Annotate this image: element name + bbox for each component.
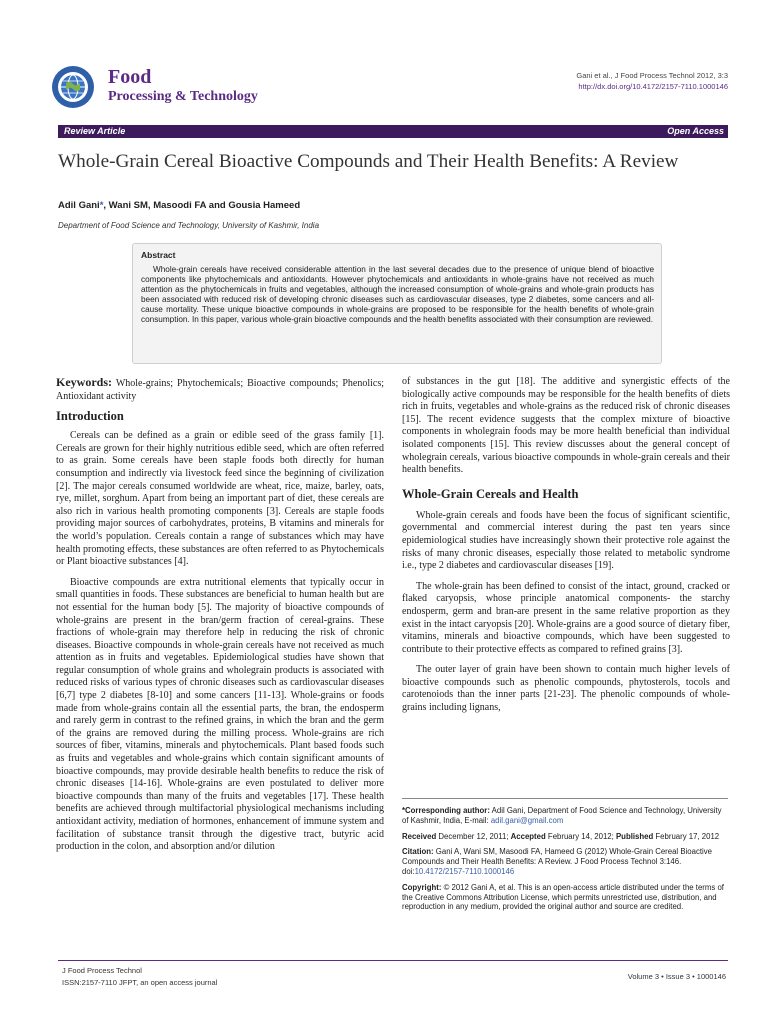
right-column: [402, 376, 730, 723]
corr-label: *Corresponding author:: [402, 806, 490, 815]
citation-doi-link[interactable]: 10.4172/2157-7110.1000146: [414, 866, 515, 876]
citation-label: Citation:: [402, 847, 434, 857]
keywords-text: Whole-grains; Phytochemicals; Bioactive compounds; Phenolics; Antioxidant activity: [56, 378, 384, 402]
footer-divider: [58, 960, 728, 961]
corr-text: Adil Gani, Department of Food Science and Technology, University of Kashmir, India, E-mail:: [402, 806, 722, 825]
copyright-label: Copyright:: [402, 882, 442, 892]
section-heading-whole-grain-health: Whole-Grain Cereals and Health: [402, 486, 579, 501]
paragraph: Bioactive compounds are extra nutritional elements that typically occur in small quantities in foods. These substances are beneficial to human health but are not essential for the human body [5]. The majority of bioactive compounds of whole-grains are present in the bran/germ fraction of cereal-grains. These fractions of whole-grain may therefore help in reducing the risk of chronic diseases. Bioactive compounds in whole-grain cereals have not received as much attention as in fruits and vegetables. Epidemiological studies have shown that regular consumption of whole grains and wholegrain products is associated with reduced risks of various types of chronic diseases such as cardiovascular diseases [6,7] type 2 diabetes [8-10] and some cancers [11-13]. Whole-grains or foods made from whole-grains contain all the essential parts, the bran, the endosperm and rarely germ in contrast to the refined grains, in which the bran and the germ of the grains are removed during the milling process. Whole-grains are rich sources of fiber, vitamins, minerals and phytochemicals. Plant based foods such as fruits and vegetables and whole-grains which contain significant amounts of bioactive compounds, may provide desirable health benefits to reduce the risk of chronic diseases [14-16]. Whole-grains are even postulated to deliver more bioactive compounds than many of the fruits and vegetables [17]. These health benefits are achieved through multifactorial physiological mechanisms including antioxidant activity, mediation of hormones, enhancement of immune system and facilitation of substance transit through the digestive tract, butyric acid production in the colon, and absorption and/or dilution: [56, 576, 384, 853]
journal-name: Food: [108, 66, 152, 88]
received-date: December 12, 2011;: [436, 831, 511, 841]
corresponding-author: [402, 806, 728, 826]
corresponding-marker[interactable]: *: [99, 200, 104, 211]
paragraph: Cereals can be defined as a grain or edible seed of the grass family [1]. Cereals are grown for their highly nutritious edible seed, which are often referred to as grain. Some cereals have been staple foods both directly for human consumption and indirectly via livestock feed since the beginning of civilization [2]. The major cereals consumed worldwide are wheat, rice, maize, barley, oats, rye, millet, sorghum. Apart from being an important part of diet, these cereals are also rich in various health promoting components [3]. Cereals are staple foods providing major sources of carbohydrates, proteins, B vitamins and minerals for the world’s population. Cereals contain a range of substances which may have health promoting effects, these substances are often referred to as Phytochemicals or Plant bioactive substances [4].: [56, 430, 384, 568]
published-date: February 17, 2012: [653, 831, 720, 841]
keywords: [56, 376, 384, 403]
section-heading-introduction: Introduction: [56, 409, 124, 424]
article-title: Whole-Grain Cereal Bioactive Compounds and Their Health Benefits: A Review: [58, 151, 679, 172]
journal-subtitle: Processing & Technology: [108, 89, 258, 104]
header-citation: Gani et al., J Food Process Technol 2012, 3:3: [576, 71, 728, 80]
abstract-text: Whole-grain cereals have received considerable attention in the last several decades due to the presence of unique blend of bioactive components like phytochemicals and antioxidants. However phytochemicals and antioxidants in whole-grains have not received as much attention as the phytochemicals in fruits and vegetables, although the increased consumption of whole-grains and whole-grain products has been associated with reduced risk of developing chronic diseases such as cardiovascular diseases, type 2 diabetes, some cancers and all-cause mortality. These unique bioactive compounds in whole-grains are proposed to be responsible for the health benefits of whole-grain consumption. In this paper, various whole-grain bioactive compounds and the health benefits associated with their consumption are reviewed.: [141, 265, 654, 325]
author-list: [58, 200, 300, 211]
paragraph: of substances in the gut [18]. The additive and synergistic effects of the biologically active compounds may be responsible for the health benefits of diets rich in fruits, vegetables and whole-grains as the reduced risk of chronic diseases [15]. The recent evidence suggests that the complex mixture of bioactive components in wholegrain foods may be more health beneficial than individual isolated components [15]. This review discusses about the general concept of wholegrain cereals, various bioactive compounds in whole-grain cereals and their health benefits.: [402, 376, 730, 476]
keywords-label: Keywords:: [56, 375, 112, 389]
left-column: [56, 376, 384, 862]
paragraph: Whole-grain cereals and foods have been the focus of significant scientific, governmental and commercial interest during the past ten years since epidemiological studies have increasingly shown their protective role against the risks of many chronic diseases, especially those related to metabolic syndrome i.e., type 2 diabetes and cardiovascular diseases [19].: [402, 509, 730, 572]
affiliation: Department of Food Science and Technology, University of Kashmir, India: [58, 221, 320, 230]
accepted-label: Accepted: [510, 831, 546, 841]
paragraph: The whole-grain has been defined to consist of the intact, ground, cracked or flaked caryopsis, whose principle anatomical components- the starchy endosperm, germ and bran-are present in the same relative proportion as they exist in the intact caryopsis [20]. Whole-grains are a good source of dietary fiber, vitamins, minerals and bioactive compounds, which have been suggested to contribute to their protective effects as compared to refined grains [3].: [402, 580, 730, 655]
footer-issn: ISSN:2157-7110 JFPT, an open access journal: [62, 978, 218, 987]
paragraph: The outer layer of grain have been shown to contain much higher levels of bioactive compounds such as phenolic compounds, phytosterols, tocols and carotenoiods than the inner parts [21-23]. The phenolic compounds of whole-grains including lignans,: [402, 664, 730, 714]
published-label: Published: [615, 831, 654, 841]
footer-volume: Volume 3 • Issue 3 • 1000146: [627, 972, 726, 981]
received-label: Received: [402, 831, 437, 841]
abstract-box: [132, 243, 662, 364]
dates: [402, 832, 728, 842]
citation: [402, 847, 728, 876]
copyright: [402, 883, 728, 912]
abstract-heading: Abstract: [141, 250, 176, 260]
citation-text: Gani A, Wani SM, Masoodi FA, Hameed G (2012) Whole-Grain Cereal Bioactive Compounds and Their Health Benefits: A Review. J Food Process Technol 3:146. doi:: [402, 847, 712, 876]
author-email-link[interactable]: adil.gani@gmail.com: [490, 815, 564, 825]
accepted-date: February 14, 2012;: [545, 831, 616, 841]
copyright-text: © 2012 Gani A, et al. This is an open-access article distributed under the terms of the Creative Commons Attribution License, which permits unrestricted use, distribution, and reproduction in any medium, provided the original author and source are credited.: [402, 882, 724, 912]
open-access-label: Open Access: [667, 126, 724, 136]
first-author: Adil Gani: [58, 200, 100, 211]
footer-journal: J Food Process Technol: [62, 966, 142, 975]
globe-journal-logo-icon: [50, 64, 96, 110]
other-authors: , Wani SM, Masoodi FA and Gousia Hameed: [103, 200, 301, 211]
article-type-band: [58, 125, 728, 138]
article-type-label: Review Article: [64, 126, 126, 136]
article-metadata: [402, 806, 728, 918]
footnote-divider: [402, 798, 728, 799]
header-doi-link[interactable]: http://dx.doi.org/10.4172/2157-7110.1000146: [578, 82, 728, 91]
